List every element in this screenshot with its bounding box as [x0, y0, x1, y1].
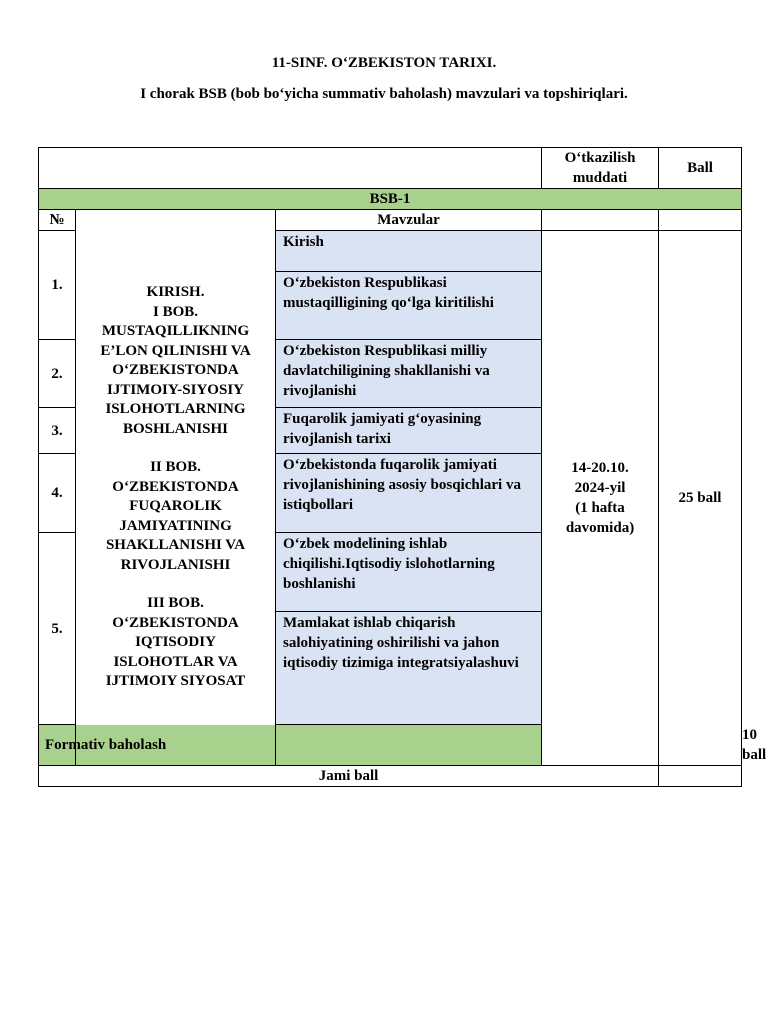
chapter-line: ISLOHOTLAR VA — [113, 653, 238, 670]
topic-cell: O‘zbek modelining ishlab chiqilishi.Iqtisodiy islohotlarning boshlanishi — [276, 533, 542, 612]
document-subtitle: I chorak BSB (bob bo‘yicha summativ baholash) mavzulari va topshiriqlari. — [140, 86, 628, 102]
total-row — [39, 766, 742, 787]
formativ-label: Formativ baholash — [39, 725, 542, 766]
ball-cell: 25 ball — [659, 231, 742, 766]
row-number: 2. — [39, 340, 76, 408]
chapter-line: KIRISH. — [146, 284, 205, 301]
topic-cell: Kirish — [276, 231, 542, 272]
chapter-line: O‘ZBEKISTONDA — [112, 614, 239, 631]
topic-cell: O‘zbekistonda fuqarolik jamiyati rivojlanishining asosiy bosqichlari va istiqbollari — [276, 454, 542, 533]
chapter-line: IJTIMOIY SIYOSAT — [105, 673, 246, 690]
chapter-cell — [76, 210, 276, 766]
empty-cell — [659, 210, 742, 231]
chapter-line: RIVOJLANISHI — [120, 556, 231, 573]
chapter-line: IJTIMOIY-SIYOSIY — [107, 381, 244, 398]
header-empty-cell — [39, 148, 542, 189]
num-header: № — [39, 210, 76, 231]
chapter-line: O‘ZBEKISTONDA — [112, 362, 239, 379]
chapter-line: E’LON QILINISHI VA — [100, 342, 251, 359]
topic-cell: Mamlakat ishlab chiqarish salohiyatining oshirilishi va jahon iqtisodiy tizimiga integratsiyalashuvi — [276, 612, 542, 725]
topic-cell: O‘zbekiston Respublikasi mustaqilligining qo‘lga kiritilishi — [276, 272, 542, 340]
row-number: 5. — [39, 533, 76, 725]
section-row — [39, 189, 742, 210]
document-title: 11-SINF. O‘ZBEKISTON TARIXI. — [271, 55, 497, 71]
chapter-line: MUSTAQILLIKNING — [101, 323, 250, 340]
muddat-line: 14-20.10. — [571, 460, 629, 476]
subheader-row — [39, 210, 742, 231]
col-header-ball: Ball — [659, 148, 742, 189]
row-number: 3. — [39, 408, 76, 454]
section-label: BSB-1 — [39, 189, 742, 210]
assessment-table — [38, 147, 767, 787]
col-header-muddat: O‘tkazilish muddati — [542, 148, 659, 189]
muddat-line: (1 hafta — [575, 500, 625, 516]
chapter-line: BOSHLANISHI — [122, 420, 229, 437]
muddat-line: davomida) — [565, 520, 635, 536]
chapter-line: III BOB. — [147, 595, 204, 612]
total-value — [659, 766, 742, 787]
muddat-line: 2024-yil — [574, 480, 626, 496]
chapter-line: JAMIYATINING — [119, 517, 232, 534]
chapter-line: O‘ZBEKISTONDA — [112, 478, 239, 495]
topic-cell: Fuqarolik jamiyati g‘oyasining rivojlanish tarixi — [276, 408, 542, 454]
chapter-line: ISLOHOTLARNING — [105, 401, 246, 418]
topics-header: Mavzular — [276, 210, 542, 231]
empty-cell — [542, 210, 659, 231]
row-number: 4. — [39, 454, 76, 533]
chapter-line: FUQAROLIK — [129, 498, 222, 515]
chapter-line: I BOB. — [152, 303, 198, 320]
chapter-line: II BOB. — [150, 459, 201, 476]
chapter-line: IQTISODIY — [135, 634, 216, 651]
muddat-cell — [542, 231, 659, 766]
topic-cell: O‘zbekiston Respublikasi milliy davlatchiligining shakllanishi va rivojlanishi — [276, 340, 542, 408]
total-label: Jami ball — [39, 766, 659, 787]
row-number: 1. — [39, 231, 76, 340]
formativ-row: Formativ baholash 10 ball — [39, 725, 742, 766]
table-header-row — [39, 148, 742, 189]
chapter-line: SHAKLLANISHI VA — [105, 537, 246, 554]
